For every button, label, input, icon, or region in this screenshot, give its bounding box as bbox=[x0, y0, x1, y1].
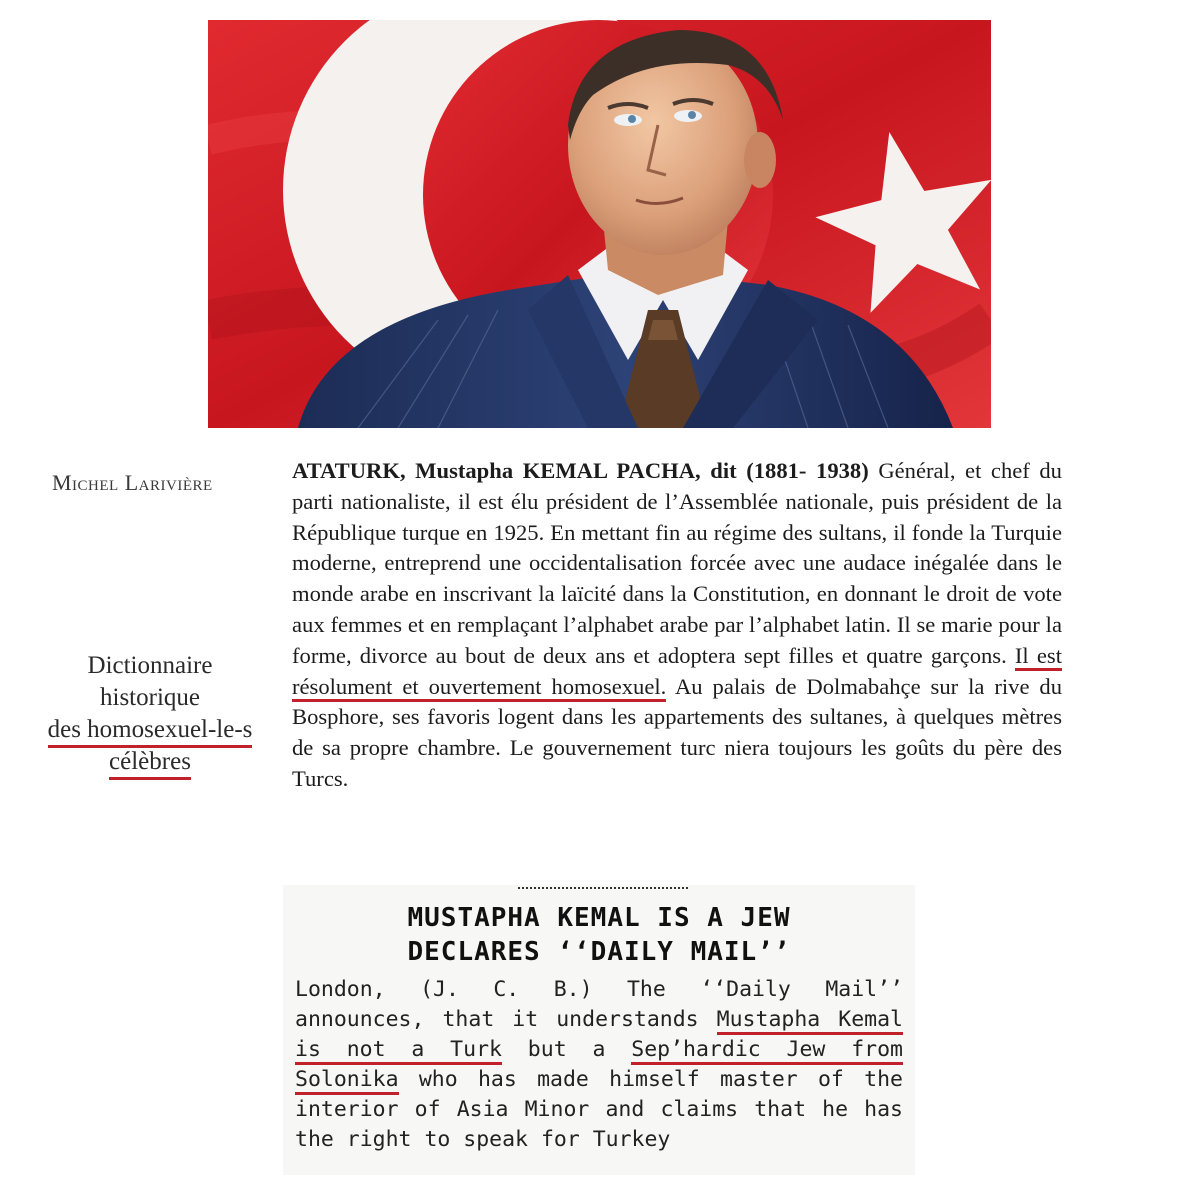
book-title-line-4-underlined: célèbres bbox=[109, 748, 191, 780]
clipping-top-rule bbox=[518, 887, 688, 889]
clipping-headline-line-1: MUSTAPHA KEMAL IS A JEW bbox=[407, 903, 791, 933]
clipping-body bbox=[295, 975, 903, 1155]
entry-text-before: Général, et chef du parti nationaliste, il est élu président de l’Assemblée nationale, puis président de la République turque en 1925. En mettant fin au régime des sultans, il fonde la Turquie moderne, entreprend une occidentalisation forcée avec une audace inégalée dans le monde arabe en inscrivant la laïcité dans la Constitution, en donnant le droit de vote aux femmes et en remplaçant l’alphabet arabe par l’alphabet latin. Il se marie pour la forme, divorce au bout de deux ans et adoptera sept filles et quatre garçons. bbox=[292, 458, 1062, 668]
book-title bbox=[20, 650, 280, 778]
clipping-headline-line-2: DECLARES ‘‘DAILY MAIL’’ bbox=[407, 937, 791, 967]
book-title-line-1: Dictionnaire bbox=[87, 652, 213, 679]
newspaper-clipping bbox=[283, 885, 915, 1175]
clipping-highlight-1: Mustapha Kemal is not a Turk bbox=[295, 1007, 903, 1065]
author-name: Michel Larivière bbox=[52, 470, 213, 495]
clipping-body-before: London, (J. C. B.) The ‘‘Daily Mail’’ announces, that it understands bbox=[295, 977, 903, 1032]
clipping-bottom-fade bbox=[283, 1153, 915, 1175]
flag-portrait-illustration bbox=[208, 20, 991, 428]
dictionary-entry bbox=[292, 456, 1062, 795]
portrait-image bbox=[208, 20, 991, 428]
clipping-body-after: who has made himself master of the interior of Asia Minor and claims that he has the right to speak for Turkey bbox=[295, 1067, 903, 1152]
clipping-body-middle: but a bbox=[501, 1037, 632, 1062]
book-title-line-2: historique bbox=[100, 684, 200, 711]
entry-highlighted-sentence: Il est résolument et ouvertement homosexuel. bbox=[292, 643, 1062, 702]
book-title-line-3-underlined: des homosexuel-le-s bbox=[48, 716, 253, 748]
entry-text-after: Au palais de Dolmabahçe sur la rive du Bosphore, ses favoris logent dans les appartements des sultanes, à quelques mètres de sa propre chambre. Le gouvernement turc niera toujours les goûts du père des Turcs. bbox=[292, 673, 1063, 791]
clipping-headline bbox=[283, 901, 915, 969]
entry-headword: ATATURK, Mustapha KEMAL PACHA, dit (1881- 1938) bbox=[292, 458, 869, 483]
clipping-highlight-2: Sep’hardic Jew from Solonika bbox=[295, 1037, 903, 1095]
